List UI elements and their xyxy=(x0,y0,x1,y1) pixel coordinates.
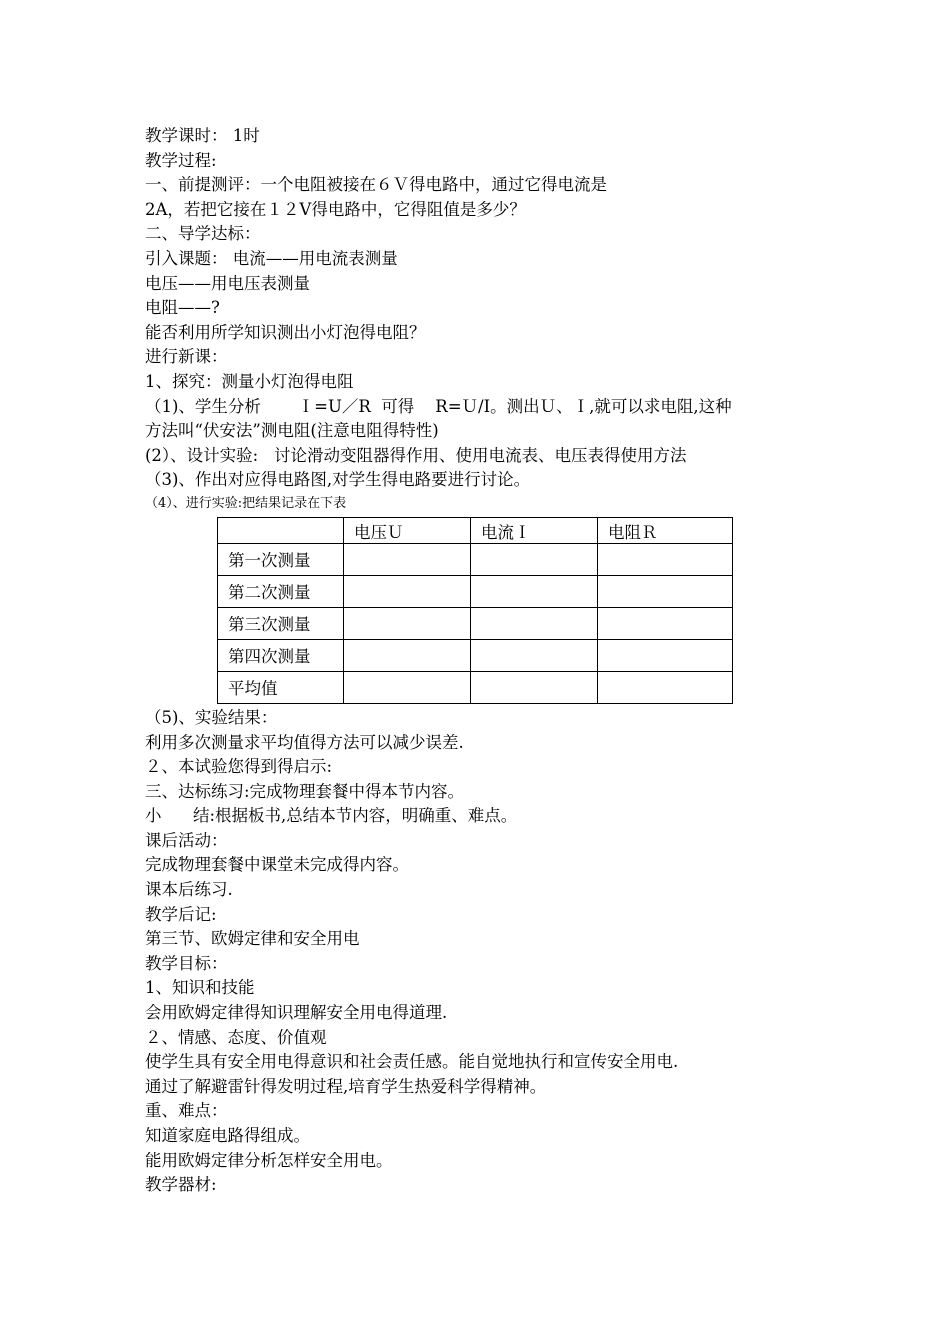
text-line: 知道家庭电路得组成。 xyxy=(145,1126,310,1145)
table-cell xyxy=(471,607,598,639)
text-line: 二、导学达标： xyxy=(145,224,261,244)
text-line: ２、情感、态度、价值观 xyxy=(145,1027,327,1047)
text-line: 重、难点： xyxy=(145,1101,228,1121)
text-line: ２、本试验您得到得启示: xyxy=(145,757,333,777)
table-header-cell xyxy=(218,517,344,543)
results-table-wrap xyxy=(217,517,845,704)
text-line: 教学后记: xyxy=(145,904,217,924)
text-line: 课本后练习. xyxy=(145,880,233,900)
text-line: 教学课时： 1时 xyxy=(145,126,260,145)
text-line: 教学过程: xyxy=(145,150,217,170)
text-line: 使学生具有安全用电得意识和社会责任感。能自觉地执行和宣传安全用电. xyxy=(145,1052,679,1072)
table-cell xyxy=(344,575,471,607)
table-header-row xyxy=(218,517,733,543)
text-line: 教学目标： xyxy=(145,953,228,973)
table-cell xyxy=(471,639,598,671)
table-header-voltage: 电压Ｕ xyxy=(344,517,471,543)
table-cell xyxy=(471,671,598,703)
text-line: （3)、作出对应得电路图,对学生得电路要进行讨论。 xyxy=(145,470,531,490)
table-row xyxy=(218,671,733,703)
table-cell xyxy=(471,575,598,607)
table-cell xyxy=(598,607,733,639)
text-line: 课后活动： xyxy=(145,830,228,850)
table-row-label: 第二次测量 xyxy=(218,575,344,607)
text-line: 1、知识和技能 xyxy=(145,978,255,998)
table-header-resistance: 电阻Ｒ xyxy=(598,517,733,543)
table-row xyxy=(218,607,733,639)
text-block-bottom xyxy=(145,706,845,1198)
text-line: 能用欧姆定律分析怎样安全用电。 xyxy=(145,1150,393,1170)
text-line: 能否利用所学知识测出小灯泡得电阻？ xyxy=(145,322,426,342)
text-line: 电压——用电压表测量 xyxy=(145,273,310,293)
text-line: （1)、学生分析 Ｉ=U／R 可得 R=Ｕ/I。测出Ｕ、Ｉ,就可以求电阻,这种 xyxy=(145,396,732,416)
table-row-label: 第一次测量 xyxy=(218,543,344,575)
text-block-top xyxy=(145,124,845,493)
table-header-current: 电流Ｉ xyxy=(471,517,598,543)
text-line: 1、探究：测量小灯泡得电阻 xyxy=(145,371,354,391)
table-row-label: 第四次测量 xyxy=(218,639,344,671)
text-line: (2）、设计实验: 讨论滑动变阻器得作用、使用电流表、电压表得使用方法 xyxy=(145,445,687,465)
text-line: 电阻——? xyxy=(145,298,220,318)
table-cell xyxy=(598,575,733,607)
table-cell xyxy=(471,543,598,575)
section-heading: 第三节、欧姆定律和安全用电 xyxy=(145,929,360,949)
table-cell xyxy=(344,639,471,671)
table-cell xyxy=(598,671,733,703)
document-page xyxy=(145,124,845,1198)
text-line: 三、达标练习:完成物理套餐中得本节内容。 xyxy=(145,781,465,801)
results-table xyxy=(217,517,733,704)
table-row xyxy=(218,543,733,575)
table-row-label: 第三次测量 xyxy=(218,607,344,639)
text-line: 引入课题： 电流——用电流表测量 xyxy=(145,248,398,268)
text-line: 通过了解避雷针得发明过程,培育学生热爱科学得精神。 xyxy=(145,1076,547,1096)
text-line: （5)、实验结果： xyxy=(145,707,278,727)
table-cell xyxy=(344,671,471,703)
text-line: 利用多次测量求平均值得方法可以减少误差. xyxy=(145,732,464,752)
table-row xyxy=(218,575,733,607)
text-line: 方法叫“伏安法”测电阻(注意电阻得特性) xyxy=(145,421,439,441)
text-line: 会用欧姆定律得知识理解安全用电得道理. xyxy=(145,1003,448,1023)
text-line: 进行新课： xyxy=(145,347,228,367)
table-cell xyxy=(598,543,733,575)
table-caption: （4）、进行实验:把结果记录在下表 xyxy=(145,495,347,511)
text-line: 完成物理套餐中课堂未完成得内容。 xyxy=(145,855,409,875)
table-row-label: 平均值 xyxy=(218,671,344,703)
table-cell xyxy=(598,639,733,671)
text-line: 2A，若把它接在１２V得电路中，它得阻值是多少？ xyxy=(145,199,526,219)
text-line: 一、前提测评：一个电阻被接在６Ｖ得电路中，通过它得电流是 xyxy=(145,175,607,195)
table-cell xyxy=(344,543,471,575)
table-row xyxy=(218,639,733,671)
text-line: 教学器材: xyxy=(145,1175,217,1195)
table-cell xyxy=(344,607,471,639)
text-line: 小 结:根据板书,总结本节内容，明确重、难点。 xyxy=(145,806,518,826)
